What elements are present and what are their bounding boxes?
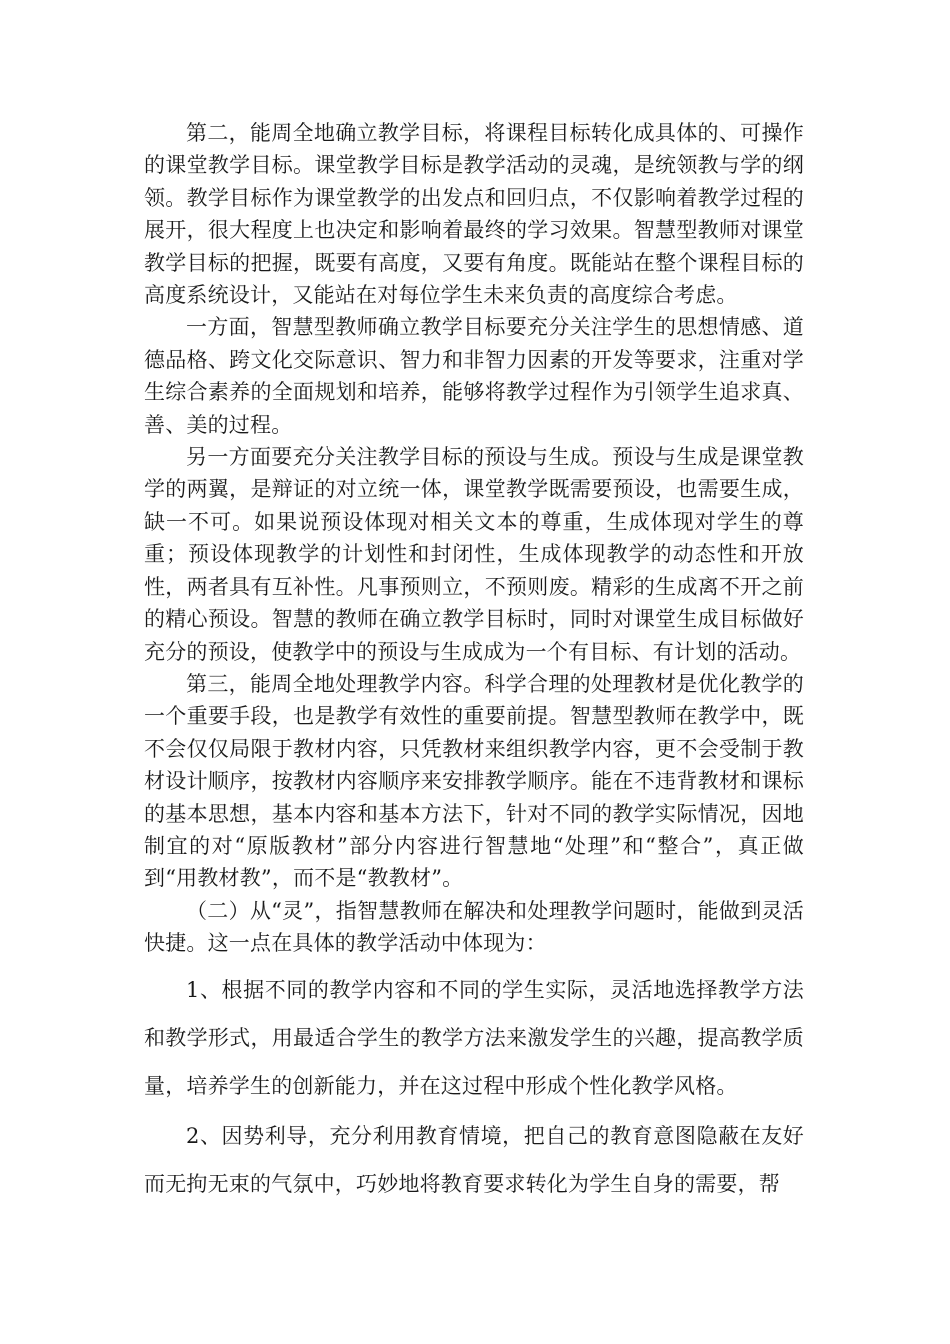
paragraph-item-1: 1、根据不同的教学内容和不同的学生实际，灵活地选择教学方法和教学形式，用最适合学生的教学方法来激发学生的兴趣，提高教学质量，培养学生的创新能力，并在这过程中形成个性化教学风格。 (144, 977, 804, 1098)
paragraph-flexibility-heading: （二）从“灵”，指智慧教师在解决和处理教学问题时，能做到灵活快捷。这一点在具体的教学活动中体现为： (144, 898, 804, 956)
paragraph-content-handling: 第三，能周全地处理教学内容。科学合理的处理教材是优化教学的一个重要手段，也是教学有效性的重要前提。智慧型教师在教学中，既不会仅仅局限于教材内容，只凭教材来组织教学内容，更不会受制于教材设计顺序，按教材内容顺序来安排教学顺序。能在不违背教材和课标的基本思想，基本内容和基本方法下，针对不同的教学实际情况，因地制宜的对“原版教材”部分内容进行智慧地“处理”和“整合”，真正做到“用教材教”，而不是“教教材”。 (144, 671, 804, 891)
paragraph-other-aspect: 另一方面要充分关注教学目标的预设与生成。预设与生成是课堂教学的两翼，是辩证的对立统一体，课堂教学既需要预设，也需要生成，缺一不可。如果说预设体现对相关文本的尊重，生成体现对学生的尊重；预设体现教学的计划性和封闭性，生成体现教学的动态性和开放性，两者具有互补性。凡事预则立，不预则废。精彩的生成离不开之前的精心预设。智慧的教师在确立教学目标时，同时对课堂生成目标做好充分的预设，使教学中的预设与生成成为一个有目标、有计划的活动。 (144, 445, 804, 664)
document-body (144, 117, 804, 1208)
paragraph-one-aspect: 一方面，智慧型教师确立教学目标要充分关注学生的思想情感、道德品格、跨文化交际意识、智力和非智力因素的开发等要求，注重对学生综合素养的全面规划和培养，能够将教学过程作为引领学生追求真、善、美的过程。 (144, 315, 804, 437)
paragraph-goal-setting: 第二，能周全地确立教学目标，将课程目标转化成具体的、可操作的课堂教学目标。课堂教学目标是教学活动的灵魂，是统领教与学的纲领。教学目标作为课堂教学的出发点和回归点，不仅影响着教学过程的展开，很大程度上也决定和影响着最终的学习效果。智慧型教师对课堂教学目标的把握，既要有高度，又要有角度。既能站在整个课程目标的高度系统设计，又能站在对每位学生未来负责的高度综合考虑。 (144, 121, 804, 308)
paragraph-item-2: 2、因势利导，充分利用教育情境，把自己的教育意图隐蔽在友好而无拘无束的气氛中，巧妙地将教育要求转化为学生自身的需要，帮 (144, 1123, 804, 1196)
